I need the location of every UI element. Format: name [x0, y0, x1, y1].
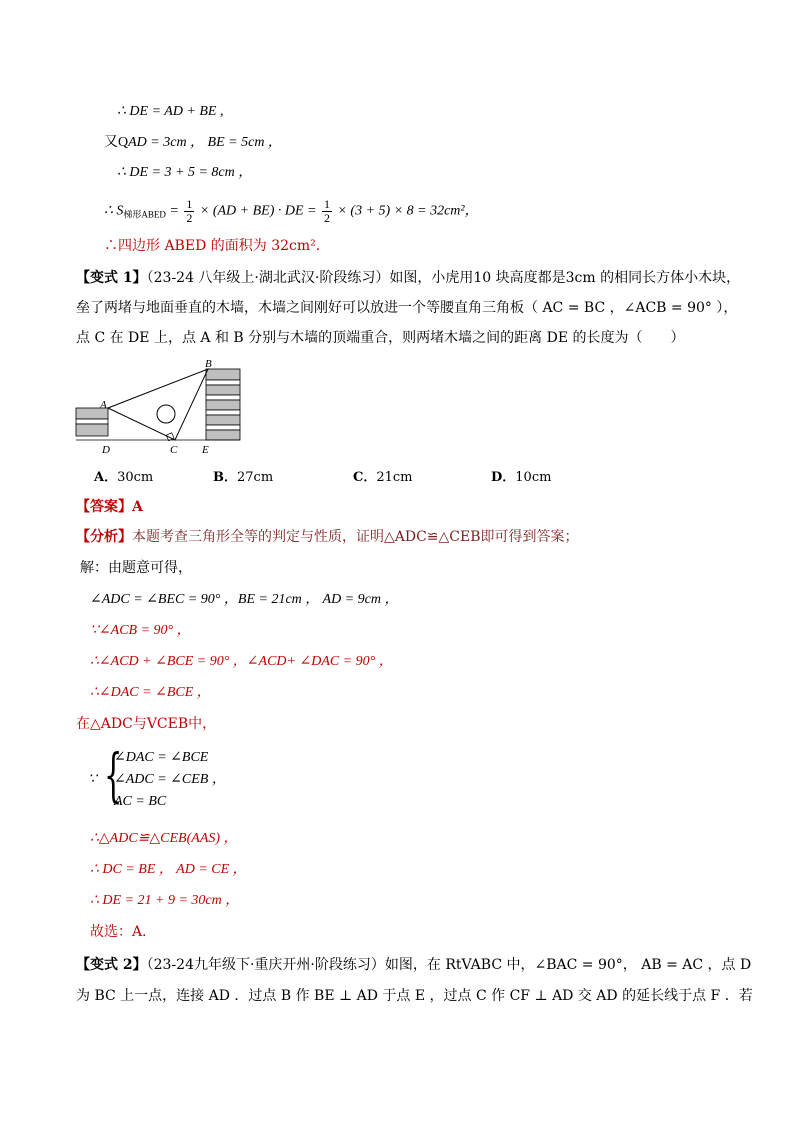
system-row-1: ∠DAC = ∠BCE	[114, 750, 209, 765]
analysis-line	[76, 527, 579, 547]
right-wall-block-5	[206, 430, 240, 440]
variant1-line-1	[76, 268, 740, 288]
right-wall-gap-4	[206, 425, 240, 430]
proof-line-2	[104, 132, 282, 153]
solution-step-8: ∴ DE = 21 + 9 = 30cm ，	[90, 893, 240, 908]
answer-label: 【答案】	[76, 499, 132, 515]
triangle-abc	[108, 369, 208, 440]
proof-line-2-body: AD = 3cm ， BE = 5cm ，	[128, 135, 282, 150]
choice-d-key: D．	[491, 470, 516, 485]
solution-step-5: 在△ADC与VCEB中，	[76, 716, 217, 732]
label-c: C	[170, 444, 178, 456]
fraction-half-2	[322, 198, 332, 225]
label-a: A	[100, 399, 107, 411]
right-wall-block-3	[206, 400, 240, 410]
choice-a-text: 30cm	[117, 470, 154, 485]
left-wall-gap-1	[76, 419, 108, 424]
proof-line-3: ∴ DE = 3 + 5 = 8cm ，	[117, 165, 253, 180]
choice-b-key: B．	[213, 470, 237, 485]
choice-d-text: 10cm	[515, 470, 552, 485]
variant1-tag: 【变式 1】	[76, 270, 147, 286]
proof-line-1: ∴ DE = AD + BE ,	[117, 104, 224, 119]
right-wall-gap-2	[206, 395, 240, 400]
solution-intro: 解：由题意可得，	[80, 560, 192, 576]
choice-b[interactable]	[213, 466, 273, 485]
variant1-line-3: 点 C 在 DE 上，点 A 和 B 分别与木墙的顶端重合，则两堵木墙之间的距离 DE 的长度为（ ）	[76, 330, 685, 346]
choice-b-text: 27cm	[237, 470, 274, 485]
variant2-tag: 【变式 2】	[76, 957, 147, 973]
variant1-source: （23-24 八年级上·湖北武汉·阶段练习）如图，小虎用10 块高度都是3cm 的相同长方体小木块，	[146, 270, 741, 286]
system-because: ∵	[88, 772, 97, 787]
solution-step-4: ∴∠DAC = ∠BCE ，	[90, 685, 211, 700]
formula-part-1: × (AD + BE) · DE =	[199, 203, 317, 219]
variant2-source: （23-24九年级下·重庆开州·阶段练习）如图，在 RtVABC 中，∠BAC = 90°， AB = AC ，点 D	[146, 957, 752, 973]
choice-c[interactable]	[353, 466, 413, 485]
fraction-half	[184, 198, 194, 225]
solution-step-7: ∴ DC = BE ， AD = CE ，	[90, 862, 247, 877]
analysis-text: 本题考查三角形全等的判定与性质，证明△ADC≌△CEB即可得到答案；	[132, 529, 579, 545]
label-b: B	[205, 358, 212, 370]
right-wall-block-4	[206, 415, 240, 425]
answer-line	[76, 497, 143, 517]
variant2-line-1	[76, 955, 751, 975]
choice-c-text: 21cm	[376, 470, 413, 485]
system-row-2: ∠ADC = ∠CEB ，	[114, 772, 226, 787]
area-symbol: ∴ S	[104, 203, 124, 219]
wall-triangle-figure	[60, 352, 260, 462]
solution-step-1: ∠ADC = ∠BEC = 90° ，BE = 21cm ， AD = 9cm ，	[90, 592, 399, 607]
choice-a[interactable]	[94, 466, 153, 485]
solution-conclusion: 故选：A．	[90, 924, 157, 940]
solution-step-6: ∴△ADC≌△CEB(AAS) ，	[90, 831, 238, 846]
choice-d[interactable]	[491, 466, 551, 485]
answer-value: A	[132, 499, 143, 515]
proof-line-2-prefix: 又Q	[104, 135, 129, 150]
system-row-3: AC = BC	[114, 794, 167, 809]
area-subscript: 梯形ABED	[123, 209, 166, 220]
variant2-line-2: 为 BC 上一点，连接 AD ．过点 B 作 BE ⊥ AD 于点 E ，过点 C 作 CF ⊥ AD 交 AD 的延长线于点 F ．若	[76, 988, 753, 1004]
solution-step-3: ∴∠ACD + ∠BCE = 90° ，∠ACD+ ∠DAC = 90° ，	[90, 654, 393, 669]
fraction-numerator: 1	[186, 197, 193, 211]
fraction-denominator: 2	[186, 211, 193, 225]
right-wall-gap-3	[206, 410, 240, 415]
choice-c-key: C．	[353, 470, 377, 485]
proof-line-4	[104, 198, 479, 225]
fraction-numerator-2: 1	[323, 197, 330, 211]
area-conclusion: ∴四边形 ABED 的面积为 32cm²．	[104, 238, 330, 254]
right-wall-gap-1	[206, 380, 240, 385]
choice-a-key: A．	[94, 470, 118, 485]
analysis-label: 【分析】	[76, 529, 132, 545]
solution-step-2: ∵∠ACB = 90° ，	[90, 623, 191, 638]
system-brace: {	[104, 741, 123, 809]
label-d: D	[102, 444, 110, 456]
formula-part-2: × (3 + 5) × 8 = 32cm²，	[337, 203, 479, 219]
right-wall-block-1	[206, 369, 240, 380]
fraction-denominator-2: 2	[323, 211, 330, 225]
variant1-line-2: 垒了两堵与地面垂直的木墙，木墙之间刚好可以放进一个等腰直角三角板（ AC = BC ，∠ACB = 90° ），	[76, 300, 738, 316]
label-e: E	[202, 444, 209, 456]
equals-sign: =	[169, 203, 179, 219]
left-wall-block-2	[76, 424, 108, 436]
triangle-hole	[157, 405, 175, 423]
right-wall-block-2	[206, 385, 240, 395]
